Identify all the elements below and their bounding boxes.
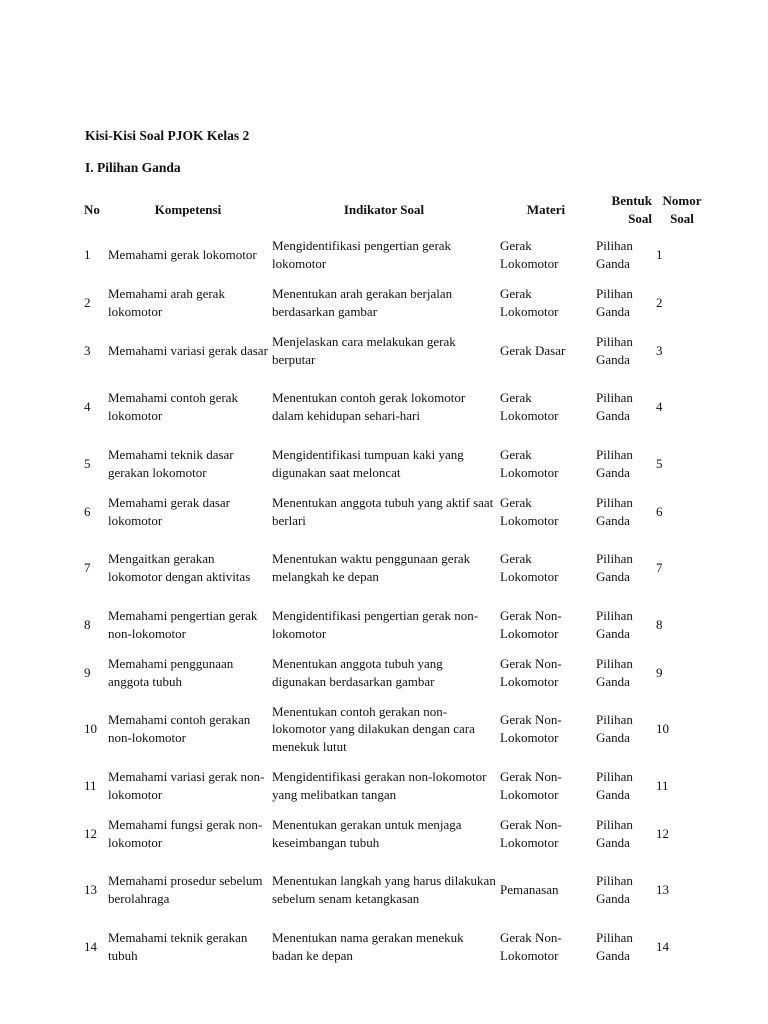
cell-indikator: Menentukan contoh gerakan non-lokomotor yang dilakukan dengan cara menekuk lutut <box>272 703 475 754</box>
cell-nomor: 3 <box>656 342 663 358</box>
cell-no: 4 <box>84 399 91 415</box>
cell-bentuk: Pilihan Ganda <box>596 494 633 528</box>
cell-kompetensi: Memahami prosedur sebelum berolahraga <box>108 873 263 906</box>
header-materi: Materi <box>526 202 566 218</box>
cell-bentuk: Pilihan Ganda <box>596 333 633 367</box>
cell-bentuk: Pilihan Ganda <box>596 929 633 963</box>
cell-bentuk: Pilihan Ganda <box>596 816 633 850</box>
cell-no: 10 <box>84 721 97 737</box>
table-row <box>82 922 710 970</box>
cell-materi: Gerak Lokomotor <box>500 446 559 480</box>
cell-no: 1 <box>84 246 91 262</box>
cell-materi: Gerak Non-Lokomotor <box>500 607 562 641</box>
table-row <box>82 535 710 600</box>
cell-nomor: 10 <box>656 721 669 737</box>
cell-bentuk: Pilihan Ganda <box>596 285 633 319</box>
cell-bentuk: Pilihan Ganda <box>596 446 633 480</box>
cell-indikator: Menentukan anggota tubuh yang digunakan berdasarkan gambar <box>272 655 443 689</box>
cell-kompetensi: Memahami teknik dasar gerakan lokomotor <box>108 446 234 480</box>
cell-bentuk: Pilihan Ganda <box>596 237 633 271</box>
cell-indikator: Menentukan nama gerakan menekuk badan ke depan <box>272 929 464 963</box>
table-row <box>82 600 710 648</box>
section-title: I. Pilihan Ganda <box>85 160 181 175</box>
cell-bentuk: Pilihan Ganda <box>596 768 633 802</box>
cell-materi: Gerak Lokomotor <box>500 390 559 423</box>
cell-materi: Gerak Lokomotor <box>500 237 559 271</box>
cell-no: 2 <box>84 294 91 310</box>
cell-nomor: 5 <box>656 455 663 471</box>
cell-nomor: 9 <box>656 664 663 680</box>
cell-nomor: 11 <box>656 777 669 793</box>
cell-indikator: Mengidentifikasi gerakan non-lokomotor yang melibatkan tangan <box>272 768 487 802</box>
cell-no: 8 <box>84 616 91 632</box>
table-row <box>82 278 710 326</box>
cell-nomor: 13 <box>656 882 669 898</box>
cell-indikator: Menjelaskan cara melakukan gerak berputar <box>272 333 456 367</box>
cell-nomor: 8 <box>656 616 663 632</box>
cell-no: 7 <box>84 560 91 576</box>
cell-kompetensi: Memahami contoh gerakan non-lokomotor <box>108 712 251 745</box>
cell-kompetensi: Memahami gerak lokomotor <box>108 246 257 262</box>
cell-materi: Gerak Dasar <box>500 342 566 358</box>
cell-nomor: 1 <box>656 246 663 262</box>
cell-bentuk: Pilihan Ganda <box>596 655 633 689</box>
table-row <box>82 326 710 374</box>
header-indikator: Indikator Soal <box>343 202 425 218</box>
cell-indikator: Mengidentifikasi tumpuan kaki yang digunakan saat meloncat <box>272 446 464 480</box>
cell-nomor: 14 <box>656 938 669 954</box>
table-row <box>82 761 710 809</box>
header-nomor-soal: Nomor Soal <box>662 193 702 226</box>
cell-no: 5 <box>84 455 91 471</box>
cell-bentuk: Pilihan Ganda <box>596 607 633 641</box>
cell-nomor: 4 <box>656 399 663 415</box>
header-no: No <box>84 202 100 218</box>
cell-no: 9 <box>84 664 91 680</box>
cell-indikator: Menentukan langkah yang harus dilakukan sebelum senam ketangkasan <box>272 873 496 906</box>
table-row <box>82 696 710 761</box>
cell-materi: Gerak Lokomotor <box>500 494 559 528</box>
cell-bentuk: Pilihan Ganda <box>596 712 633 745</box>
cell-indikator: Menentukan anggota tubuh yang aktif saat berlari <box>272 494 494 528</box>
document-title: Kisi-Kisi Soal PJOK Kelas 2 <box>85 128 250 143</box>
cell-indikator: Menentukan gerakan untuk menjaga keseimbangan tubuh <box>272 816 462 850</box>
cell-kompetensi: Memahami fungsi gerak non-lokomotor <box>108 816 263 850</box>
cell-no: 12 <box>84 825 97 841</box>
table-row <box>82 374 710 439</box>
cell-kompetensi: Memahami variasi gerak non-lokomotor <box>108 768 265 802</box>
cell-no: 11 <box>84 777 97 793</box>
cell-no: 13 <box>84 882 97 898</box>
cell-indikator: Menentukan waktu penggunaan gerak melangkah ke depan <box>272 551 471 584</box>
kisi-kisi-table <box>82 188 710 970</box>
table-row <box>82 487 710 535</box>
cell-materi: Gerak Lokomotor <box>500 285 559 319</box>
cell-no: 14 <box>84 938 97 954</box>
cell-kompetensi: Memahami variasi gerak dasar <box>108 342 268 358</box>
cell-nomor: 2 <box>656 294 663 310</box>
cell-indikator: Mengidentifikasi pengertian gerak non-lokomotor <box>272 607 479 641</box>
table-body <box>82 230 710 970</box>
cell-materi: Gerak Non-Lokomotor <box>500 712 562 745</box>
cell-kompetensi: Memahami penggunaan anggota tubuh <box>108 655 234 689</box>
table-header-row <box>82 188 710 230</box>
header-bentuk-soal: Bentuk Soal <box>611 193 652 226</box>
cell-indikator: Mengidentifikasi pengertian gerak lokomotor <box>272 237 452 271</box>
cell-nomor: 12 <box>656 825 669 841</box>
cell-kompetensi: Memahami gerak dasar lokomotor <box>108 494 231 528</box>
cell-materi: Gerak Non-Lokomotor <box>500 816 562 850</box>
cell-kompetensi: Memahami pengertian gerak non-lokomotor <box>108 607 258 641</box>
table-row <box>82 809 710 857</box>
table-row <box>82 230 710 278</box>
table-row <box>82 439 710 487</box>
cell-kompetensi: Memahami contoh gerak lokomotor <box>108 390 238 423</box>
cell-bentuk: Pilihan Ganda <box>596 390 633 423</box>
cell-bentuk: Pilihan Ganda <box>596 551 633 584</box>
cell-kompetensi: Memahami teknik gerakan tubuh <box>108 929 248 963</box>
cell-kompetensi: Mengaitkan gerakan lokomotor dengan aktivitas <box>108 551 251 584</box>
cell-indikator: Menentukan arah gerakan berjalan berdasarkan gambar <box>272 285 453 319</box>
cell-no: 3 <box>84 342 91 358</box>
cell-materi: Gerak Non-Lokomotor <box>500 768 562 802</box>
cell-nomor: 6 <box>656 503 663 519</box>
cell-nomor: 7 <box>656 560 663 576</box>
table-row <box>82 857 710 922</box>
cell-no: 6 <box>84 503 91 519</box>
cell-kompetensi: Memahami arah gerak lokomotor <box>108 285 225 319</box>
cell-materi: Pemanasan <box>500 882 559 898</box>
header-kompetensi: Kompetensi <box>154 202 222 218</box>
cell-bentuk: Pilihan Ganda <box>596 873 633 906</box>
cell-materi: Gerak Non-Lokomotor <box>500 929 562 963</box>
cell-materi: Gerak Lokomotor <box>500 551 559 584</box>
cell-materi: Gerak Non-Lokomotor <box>500 655 562 689</box>
table-row <box>82 648 710 696</box>
cell-indikator: Menentukan contoh gerak lokomotor dalam kehidupan sehari-hari <box>272 390 466 423</box>
